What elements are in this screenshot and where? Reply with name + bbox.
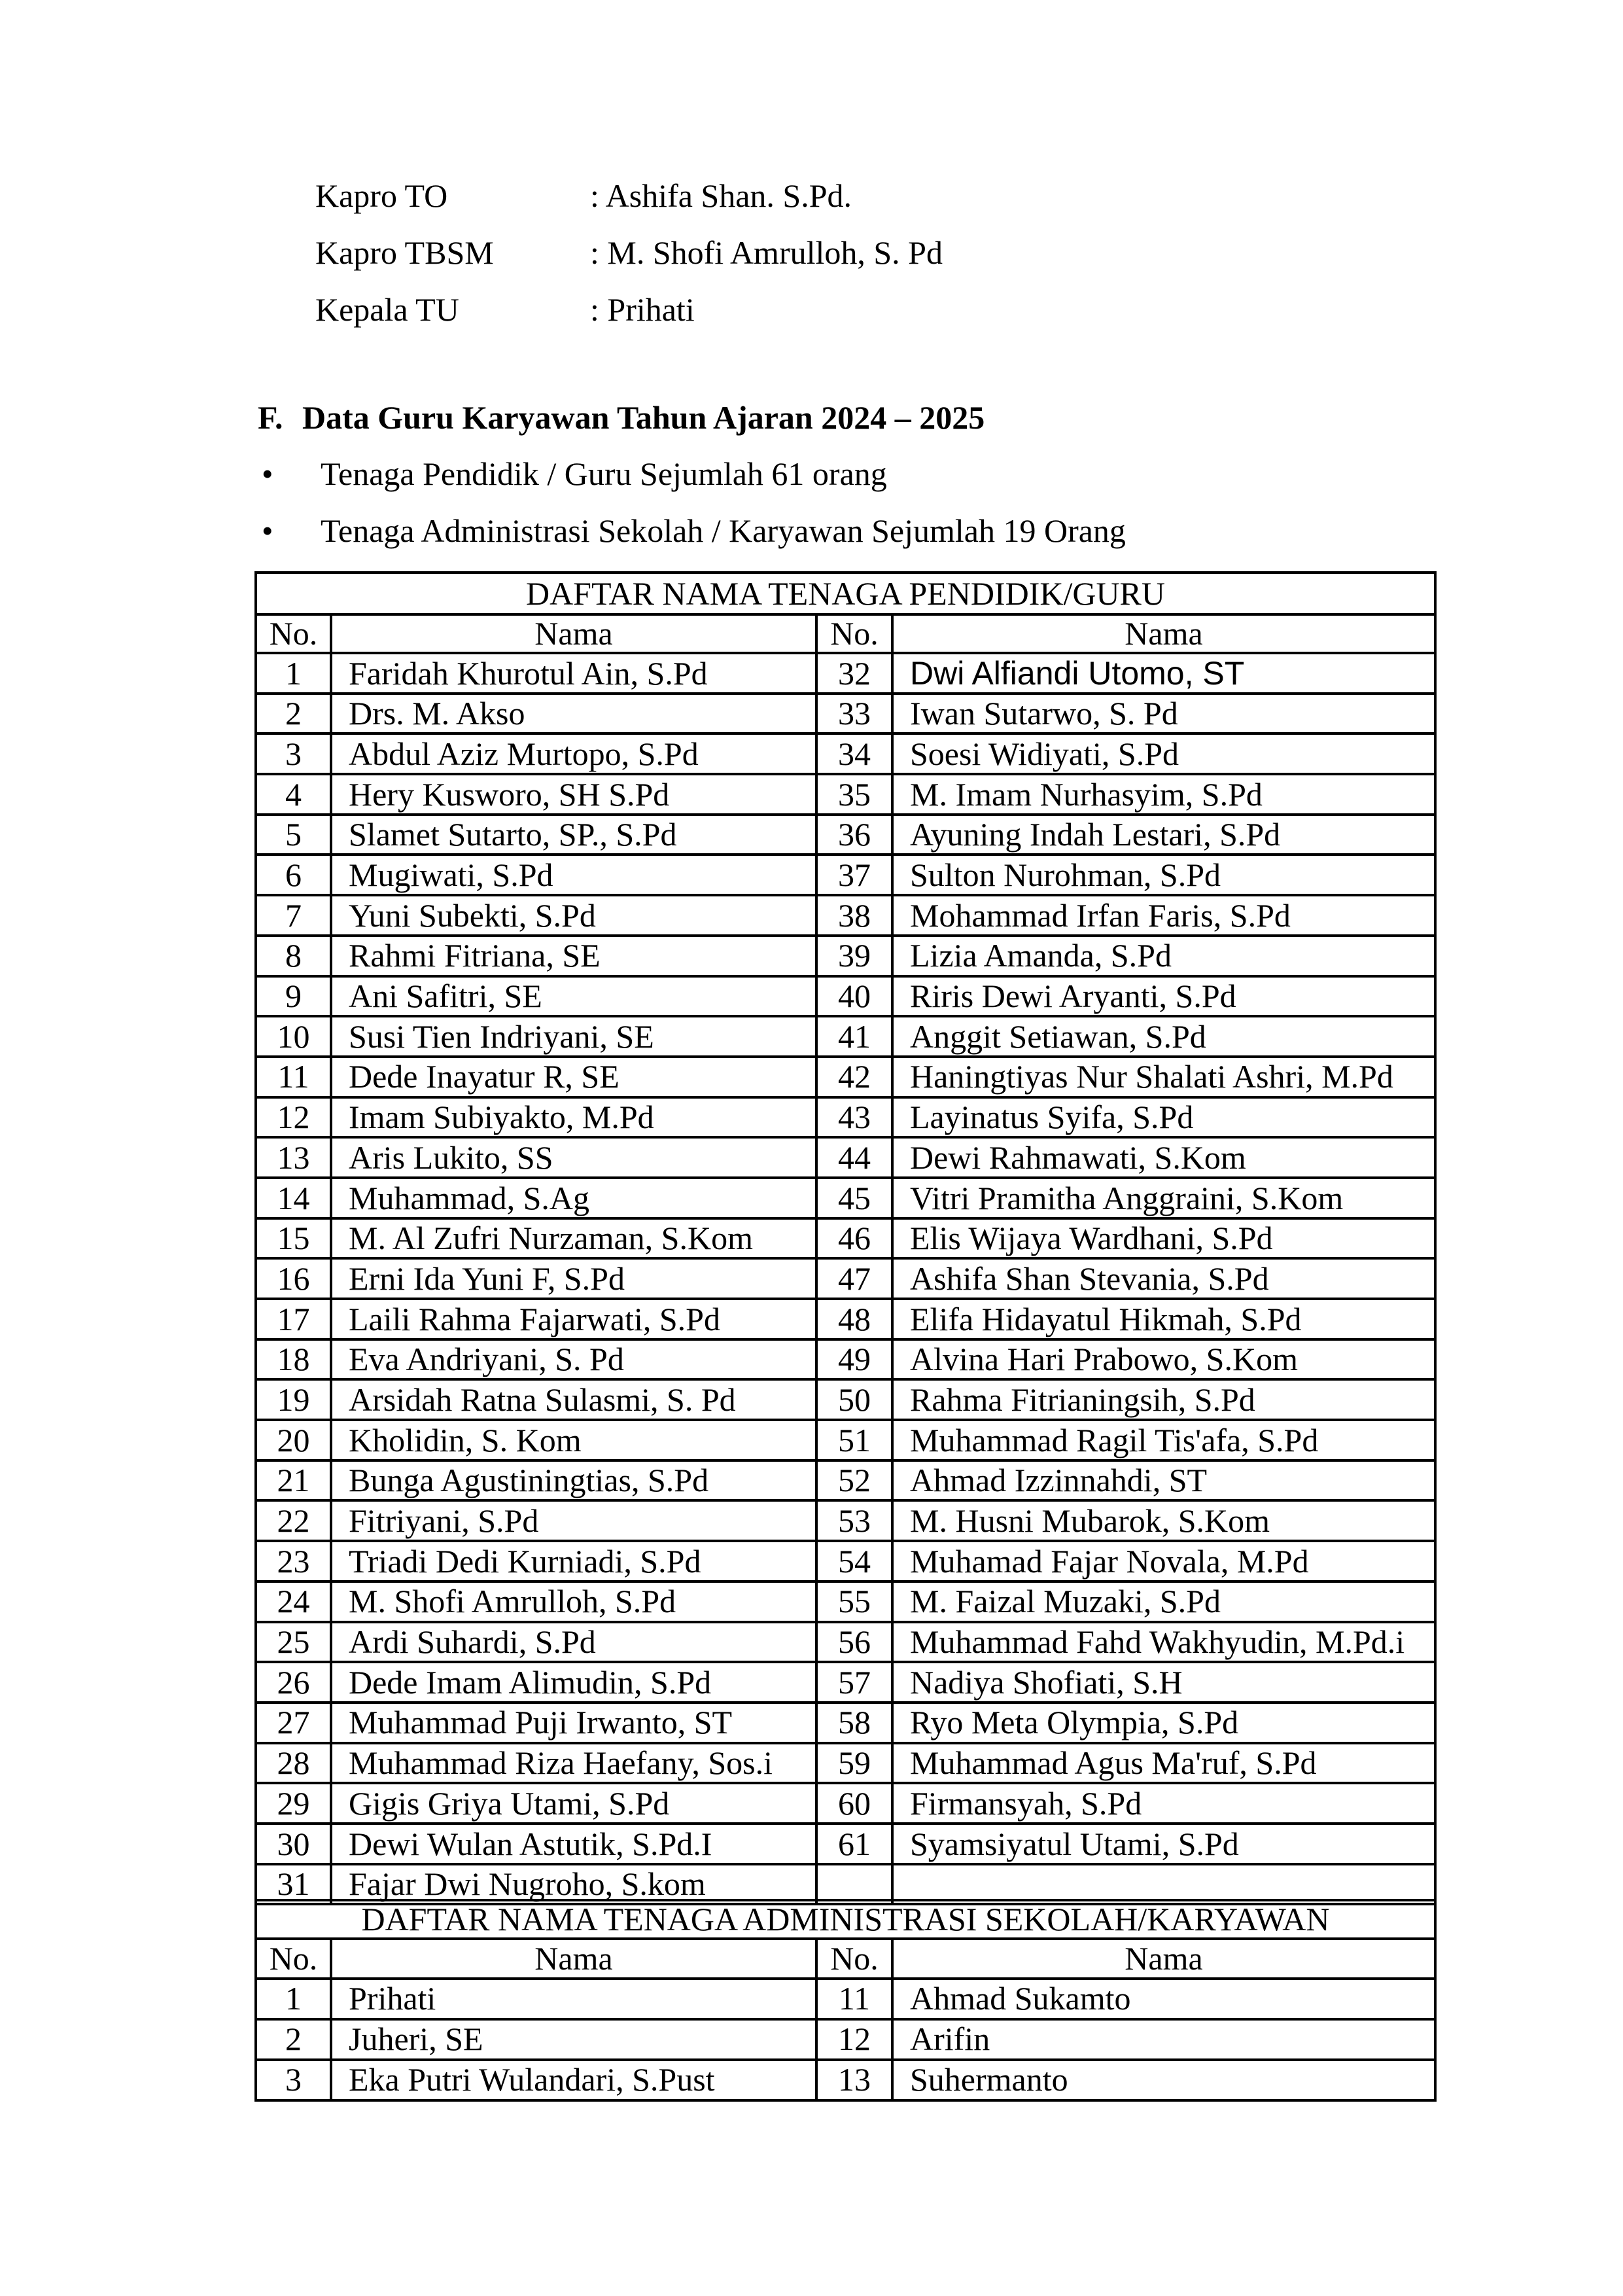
name-cell: Rahma Fitrianingsih, S.Pd xyxy=(892,1379,1435,1420)
row-number-cell: 56 xyxy=(816,1622,892,1663)
row-number-cell: 57 xyxy=(816,1662,892,1703)
bullet-text: Tenaga Administrasi Sekolah / Karyawan Sejumlah 19 Orang xyxy=(321,512,1126,549)
row-number-cell: 33 xyxy=(816,694,892,734)
row-number-cell: 52 xyxy=(816,1460,892,1501)
row-number-cell: 3 xyxy=(256,2060,331,2100)
name-cell: Slamet Sutarto, SP., S.Pd xyxy=(331,815,816,855)
row-number-cell: 9 xyxy=(256,976,331,1017)
name-cell: Ryo Meta Olympia, S.Pd xyxy=(892,1703,1435,1743)
row-number-cell: 19 xyxy=(256,1379,331,1420)
column-header-no: No. xyxy=(816,614,892,653)
name-cell: Dewi Rahmawati, S.Kom xyxy=(892,1137,1435,1178)
table-row xyxy=(256,1258,1435,1299)
table-row xyxy=(256,653,1435,694)
name-cell: Arifin xyxy=(892,2019,1435,2060)
row-number-cell: 38 xyxy=(816,895,892,936)
name-cell: Soesi Widiyati, S.Pd xyxy=(892,733,1435,774)
column-header-no: No. xyxy=(256,1939,331,1979)
table-row xyxy=(256,1581,1435,1622)
info-line-kapro-tbsm xyxy=(315,224,943,281)
teacher-names-table xyxy=(254,571,1437,1905)
table-row xyxy=(256,2060,1435,2100)
table-row xyxy=(256,976,1435,1017)
name-cell: Fitriyani, S.Pd xyxy=(331,1500,816,1541)
name-cell: Lizia Amanda, S.Pd xyxy=(892,936,1435,976)
name-cell: Elifa Hidayatul Hikmah, S.Pd xyxy=(892,1299,1435,1339)
position-value: : Ashifa Shan. S.Pd. xyxy=(590,177,852,214)
name-cell: Elis Wijaya Wardhani, S.Pd xyxy=(892,1218,1435,1259)
table-row xyxy=(256,1500,1435,1541)
name-cell: Gigis Griya Utami, S.Pd xyxy=(331,1783,816,1824)
name-cell: Riris Dewi Aryanti, S.Pd xyxy=(892,976,1435,1017)
name-cell: M. Husni Mubarok, S.Kom xyxy=(892,1500,1435,1541)
name-cell: M. Faizal Muzaki, S.Pd xyxy=(892,1581,1435,1622)
name-cell: Muhammad Riza Haefany, Sos.i xyxy=(331,1743,816,1784)
table-row xyxy=(256,1097,1435,1138)
staff-names-table xyxy=(254,1899,1437,2102)
row-number-cell: 37 xyxy=(816,855,892,895)
info-line-kapro-to xyxy=(315,167,943,224)
table-header-row xyxy=(256,1939,1435,1979)
column-header-no: No. xyxy=(816,1939,892,1979)
summary-bullets xyxy=(262,445,1126,559)
name-cell: Fajar Dwi Nugroho, S.kom xyxy=(331,1864,816,1905)
name-cell: Erni Ida Yuni F, S.Pd xyxy=(331,1258,816,1299)
row-number-cell: 31 xyxy=(256,1864,331,1905)
name-cell: Mohammad Irfan Faris, S.Pd xyxy=(892,895,1435,936)
name-cell: Muhammad Agus Ma'ruf, S.Pd xyxy=(892,1743,1435,1784)
row-number-cell: 21 xyxy=(256,1460,331,1501)
name-cell: Ahmad Izzinnahdi, ST xyxy=(892,1460,1435,1501)
row-number-cell: 53 xyxy=(816,1500,892,1541)
table-row xyxy=(256,2019,1435,2060)
row-number-cell: 51 xyxy=(816,1420,892,1460)
name-cell: Imam Subiyakto, M.Pd xyxy=(331,1097,816,1138)
column-header-nama: Nama xyxy=(331,1939,816,1979)
name-cell: Kholidin, S. Kom xyxy=(331,1420,816,1460)
name-cell: Aris Lukito, SS xyxy=(331,1137,816,1178)
name-cell: Juheri, SE xyxy=(331,2019,816,2060)
position-value: : Prihati xyxy=(590,291,695,328)
row-number-cell: 25 xyxy=(256,1622,331,1663)
table-row xyxy=(256,1016,1435,1057)
name-cell: Dede Imam Alimudin, S.Pd xyxy=(331,1662,816,1703)
row-number-cell: 28 xyxy=(256,1743,331,1784)
table-row xyxy=(256,1379,1435,1420)
name-cell: Suhermanto xyxy=(892,2060,1435,2100)
row-number-cell: 4 xyxy=(256,774,331,815)
bullet-teachers xyxy=(262,445,1126,502)
table-row xyxy=(256,1137,1435,1178)
column-header-nama: Nama xyxy=(331,614,816,653)
table-row xyxy=(256,774,1435,815)
name-cell: Mugiwati, S.Pd xyxy=(331,855,816,895)
row-number-cell: 22 xyxy=(256,1500,331,1541)
table-row xyxy=(256,815,1435,855)
name-cell: Vitri Pramitha Anggraini, S.Kom xyxy=(892,1178,1435,1218)
table-title-row xyxy=(256,1900,1435,1939)
section-heading xyxy=(258,389,985,446)
table-row xyxy=(256,1420,1435,1460)
staff-table-body xyxy=(256,1979,1435,2100)
name-cell: Ahmad Sukamto xyxy=(892,1979,1435,2019)
staff-positions-block xyxy=(315,167,943,338)
name-cell: Rahmi Fitriana, SE xyxy=(331,936,816,976)
row-number-cell: 59 xyxy=(816,1743,892,1784)
name-cell: Syamsiyatul Utami, S.Pd xyxy=(892,1824,1435,1864)
row-number-cell: 35 xyxy=(816,774,892,815)
row-number-cell: 24 xyxy=(256,1581,331,1622)
teacher-table-body xyxy=(256,653,1435,1904)
row-number-cell: 61 xyxy=(816,1824,892,1864)
name-cell: Susi Tien Indriyani, SE xyxy=(331,1016,816,1057)
table-row xyxy=(256,1339,1435,1380)
name-cell: Sulton Nurohman, S.Pd xyxy=(892,855,1435,895)
info-line-kepala-tu xyxy=(315,281,943,338)
row-number-cell: 11 xyxy=(816,1979,892,2019)
name-cell: Bunga Agustiningtias, S.Pd xyxy=(331,1460,816,1501)
row-number-cell: 13 xyxy=(256,1137,331,1178)
table-row xyxy=(256,1057,1435,1097)
name-cell: M. Al Zufri Nurzaman, S.Kom xyxy=(331,1218,816,1259)
row-number-cell: 13 xyxy=(816,2060,892,2100)
name-cell: Dwi Alfiandi Utomo, ST xyxy=(892,653,1435,694)
row-number-cell: 2 xyxy=(256,694,331,734)
table-row xyxy=(256,1460,1435,1501)
row-number-cell: 6 xyxy=(256,855,331,895)
table-row xyxy=(256,1218,1435,1259)
table-row xyxy=(256,1824,1435,1864)
section-number: F. xyxy=(258,398,283,436)
column-header-nama: Nama xyxy=(892,1939,1435,1979)
name-cell: Hery Kusworo, SH S.Pd xyxy=(331,774,816,815)
table-row xyxy=(256,733,1435,774)
name-cell: Prihati xyxy=(331,1979,816,2019)
name-cell: Arsidah Ratna Sulasmi, S. Pd xyxy=(331,1379,816,1420)
table-row xyxy=(256,936,1435,976)
row-number-cell: 58 xyxy=(816,1703,892,1743)
table-row xyxy=(256,895,1435,936)
row-number-cell: 27 xyxy=(256,1703,331,1743)
row-number-cell: 43 xyxy=(816,1097,892,1138)
row-number-cell: 17 xyxy=(256,1299,331,1339)
name-cell: Muhammad Fahd Wakhyudin, M.Pd.i xyxy=(892,1622,1435,1663)
table-row xyxy=(256,1783,1435,1824)
name-cell: Ardi Suhardi, S.Pd xyxy=(331,1622,816,1663)
row-number-cell: 45 xyxy=(816,1178,892,1218)
row-number-cell: 44 xyxy=(816,1137,892,1178)
row-number-cell: 8 xyxy=(256,936,331,976)
name-cell: Laili Rahma Fajarwati, S.Pd xyxy=(331,1299,816,1339)
position-value: : M. Shofi Amrulloh, S. Pd xyxy=(590,234,943,271)
row-number-cell: 2 xyxy=(256,2019,331,2060)
row-number-cell: 26 xyxy=(256,1662,331,1703)
bullet-staff xyxy=(262,502,1126,559)
name-cell: Iwan Sutarwo, S. Pd xyxy=(892,694,1435,734)
row-number-cell: 15 xyxy=(256,1218,331,1259)
name-cell: Faridah Khurotul Ain, S.Pd xyxy=(331,653,816,694)
row-number-cell: 7 xyxy=(256,895,331,936)
row-number-cell: 54 xyxy=(816,1541,892,1581)
row-number-cell: 18 xyxy=(256,1339,331,1380)
row-number-cell: 12 xyxy=(256,1097,331,1138)
column-header-no: No. xyxy=(256,614,331,653)
table-row xyxy=(256,1703,1435,1743)
name-cell: Eva Andriyani, S. Pd xyxy=(331,1339,816,1380)
column-header-nama: Nama xyxy=(892,614,1435,653)
section-title: Data Guru Karyawan Tahun Ajaran 2024 – 2025 xyxy=(302,398,985,436)
row-number-cell: 16 xyxy=(256,1258,331,1299)
row-number-cell: 1 xyxy=(256,1979,331,2019)
table-row xyxy=(256,1743,1435,1784)
name-cell: Eka Putri Wulandari, S.Pust xyxy=(331,2060,816,2100)
position-label: Kapro TBSM xyxy=(315,234,494,271)
table-row xyxy=(256,1662,1435,1703)
row-number-cell: 49 xyxy=(816,1339,892,1380)
name-cell: Alvina Hari Prabowo, S.Kom xyxy=(892,1339,1435,1380)
name-cell: Haningtiyas Nur Shalati Ashri, M.Pd xyxy=(892,1057,1435,1097)
row-number-cell: 12 xyxy=(816,2019,892,2060)
name-cell: Firmansyah, S.Pd xyxy=(892,1783,1435,1824)
name-cell: Layinatus Syifa, S.Pd xyxy=(892,1097,1435,1138)
row-number-cell: 42 xyxy=(816,1057,892,1097)
row-number-cell: 30 xyxy=(256,1824,331,1864)
table-title: DAFTAR NAMA TENAGA ADMINISTRASI SEKOLAH/KARYAWAN xyxy=(256,1900,1435,1939)
row-number-cell: 39 xyxy=(816,936,892,976)
row-number-cell: 23 xyxy=(256,1541,331,1581)
table-row xyxy=(256,855,1435,895)
row-number-cell: 34 xyxy=(816,733,892,774)
table-row xyxy=(256,694,1435,734)
name-cell: Abdul Aziz Murtopo, S.Pd xyxy=(331,733,816,774)
name-cell: Muhamad Fajar Novala, M.Pd xyxy=(892,1541,1435,1581)
table-header-row xyxy=(256,614,1435,653)
row-number-cell: 1 xyxy=(256,653,331,694)
table-row xyxy=(256,1299,1435,1339)
row-number-cell: 36 xyxy=(816,815,892,855)
row-number-cell: 40 xyxy=(816,976,892,1017)
name-cell: Triadi Dedi Kurniadi, S.Pd xyxy=(331,1541,816,1581)
name-cell: M. Shofi Amrulloh, S.Pd xyxy=(331,1581,816,1622)
row-number-cell: 47 xyxy=(816,1258,892,1299)
name-cell: Ani Safitri, SE xyxy=(331,976,816,1017)
row-number-cell: 55 xyxy=(816,1581,892,1622)
name-cell: Muhammad Ragil Tis'afa, S.Pd xyxy=(892,1420,1435,1460)
position-label: Kapro TO xyxy=(315,177,448,214)
bullet-icon: • xyxy=(262,512,273,549)
row-number-cell: 50 xyxy=(816,1379,892,1420)
row-number-cell: 3 xyxy=(256,733,331,774)
row-number-cell: 41 xyxy=(816,1016,892,1057)
table-row xyxy=(256,1622,1435,1663)
row-number-cell: 11 xyxy=(256,1057,331,1097)
row-number-cell: 10 xyxy=(256,1016,331,1057)
name-cell: Drs. M. Akso xyxy=(331,694,816,734)
name-cell: Yuni Subekti, S.Pd xyxy=(331,895,816,936)
name-cell: Ashifa Shan Stevania, S.Pd xyxy=(892,1258,1435,1299)
name-cell: M. Imam Nurhasyim, S.Pd xyxy=(892,774,1435,815)
row-number-cell: 14 xyxy=(256,1178,331,1218)
row-number-cell: 60 xyxy=(816,1783,892,1824)
name-cell: Muhammad Puji Irwanto, ST xyxy=(331,1703,816,1743)
table-title: DAFTAR NAMA TENAGA PENDIDIK/GURU xyxy=(256,573,1435,614)
bullet-icon: • xyxy=(262,455,273,492)
row-number-cell: 20 xyxy=(256,1420,331,1460)
name-cell: Dewi Wulan Astutik, S.Pd.I xyxy=(331,1824,816,1864)
name-cell: Ayuning Indah Lestari, S.Pd xyxy=(892,815,1435,855)
name-cell: Dede Inayatur R, SE xyxy=(331,1057,816,1097)
row-number-cell: 48 xyxy=(816,1299,892,1339)
table-row xyxy=(256,1541,1435,1581)
position-label: Kepala TU xyxy=(315,291,459,328)
row-number-cell: 29 xyxy=(256,1783,331,1824)
name-cell: Muhammad, S.Ag xyxy=(331,1178,816,1218)
table-row xyxy=(256,1178,1435,1218)
table-row xyxy=(256,1979,1435,2019)
table-title-row xyxy=(256,573,1435,614)
name-cell: Anggit Setiawan, S.Pd xyxy=(892,1016,1435,1057)
row-number-cell: 46 xyxy=(816,1218,892,1259)
row-number-cell: 5 xyxy=(256,815,331,855)
row-number-cell: 32 xyxy=(816,653,892,694)
name-cell: Nadiya Shofiati, S.H xyxy=(892,1662,1435,1703)
bullet-text: Tenaga Pendidik / Guru Sejumlah 61 orang xyxy=(321,455,887,492)
